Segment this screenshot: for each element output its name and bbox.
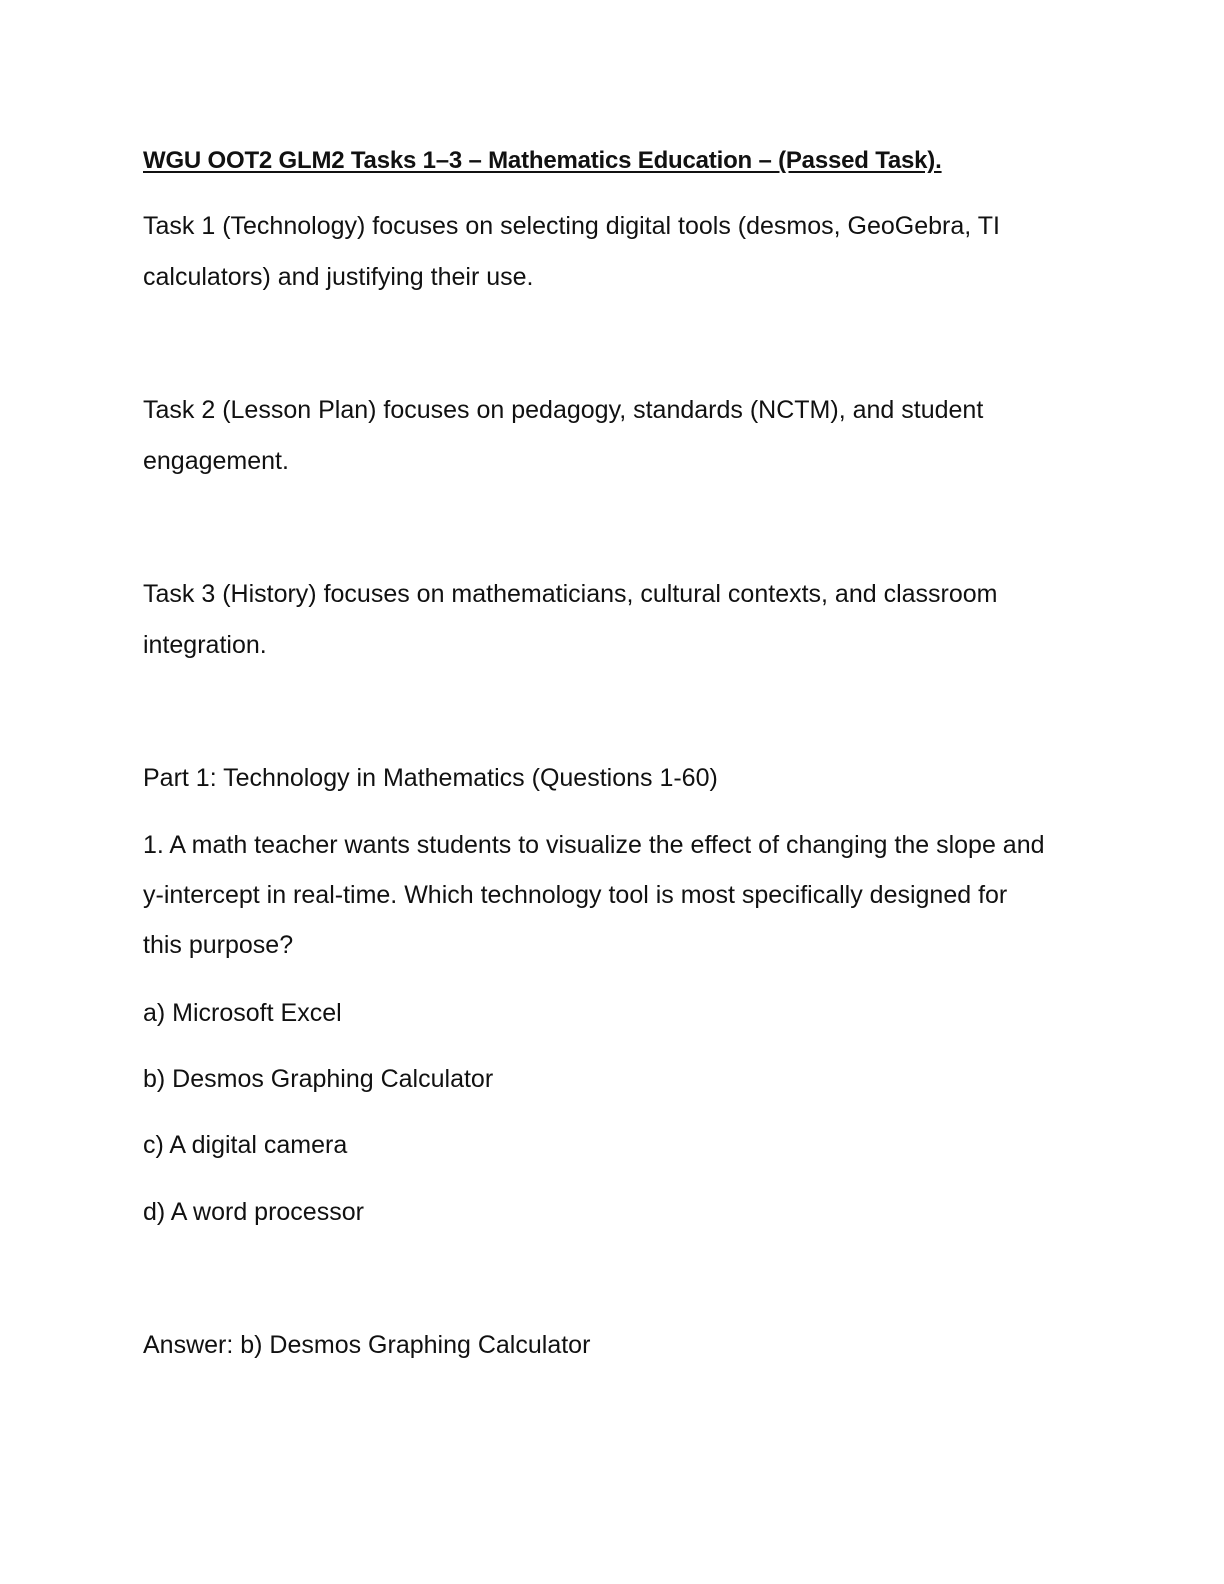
task-1-line-2: calculators) and justifying their use. bbox=[143, 263, 534, 291]
option-b: b) Desmos Graphing Calculator bbox=[143, 1065, 494, 1093]
document-title: WGU OOT2 GLM2 Tasks 1–3 – Mathematics Education – (Passed Task). bbox=[143, 147, 942, 174]
question-1-line-2: y-intercept in real-time. Which technology tool is most specifically designed for bbox=[143, 881, 1008, 909]
question-1-line-3: this purpose? bbox=[143, 931, 294, 959]
option-a: a) Microsoft Excel bbox=[143, 999, 342, 1027]
task-3-line-2: integration. bbox=[143, 631, 267, 659]
option-c: c) A digital camera bbox=[143, 1131, 348, 1159]
task-3-line-1: Task 3 (History) focuses on mathematicians, cultural contexts, and classroom bbox=[143, 580, 998, 608]
option-d: d) A word processor bbox=[143, 1198, 364, 1226]
task-1-line-1: Task 1 (Technology) focuses on selecting digital tools (desmos, GeoGebra, TI bbox=[143, 212, 1000, 240]
part-heading: Part 1: Technology in Mathematics (Questions 1-60) bbox=[143, 764, 718, 792]
task-2-line-2: engagement. bbox=[143, 447, 289, 475]
answer-line: Answer: b) Desmos Graphing Calculator bbox=[143, 1331, 591, 1359]
task-2-line-1: Task 2 (Lesson Plan) focuses on pedagogy, standards (NCTM), and student bbox=[143, 396, 984, 424]
question-1-line-1: 1. A math teacher wants students to visualize the effect of changing the slope and bbox=[143, 831, 1045, 859]
